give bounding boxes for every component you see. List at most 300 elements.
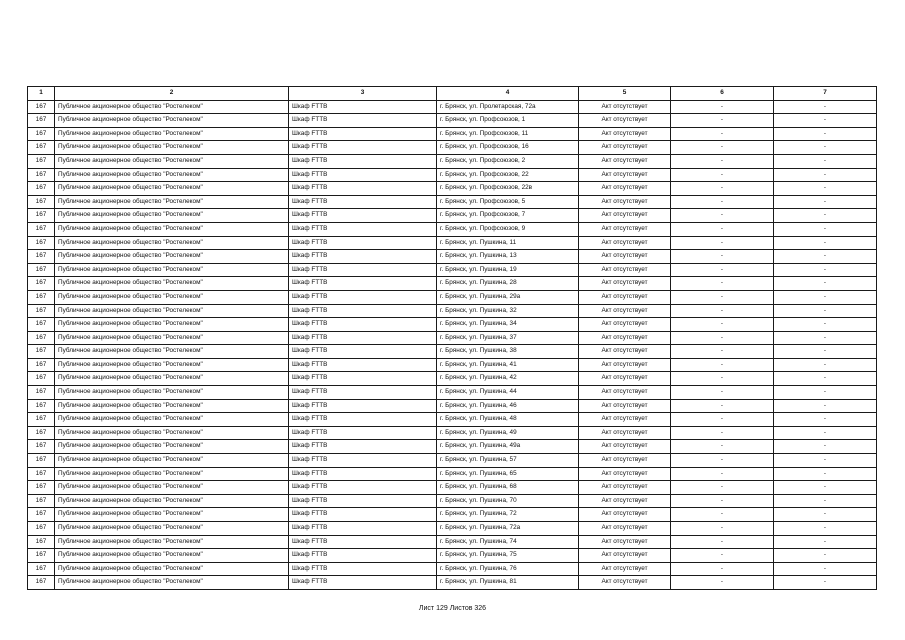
cell-act: Акт отсутствует <box>579 141 671 155</box>
cell-object: Шкаф FTTB <box>289 168 437 182</box>
table-row <box>28 127 877 141</box>
cell-object: Шкаф FTTB <box>289 576 437 590</box>
cell-act: Акт отсутствует <box>579 372 671 386</box>
cell-object: Шкаф FTTB <box>289 100 437 114</box>
cell-address: г. Брянск, ул. Пушкина, 48 <box>437 413 579 427</box>
table-row <box>28 182 877 196</box>
column-header-2: 2 <box>55 87 289 101</box>
cell-object: Шкаф FTTB <box>289 222 437 236</box>
cell-col6: - <box>671 440 774 454</box>
cell-number: 167 <box>28 386 55 400</box>
cell-address: г. Брянск, ул. Пушкина, 32 <box>437 304 579 318</box>
cell-object: Шкаф FTTB <box>289 318 437 332</box>
cell-object: Шкаф FTTB <box>289 304 437 318</box>
cell-col7: - <box>774 236 877 250</box>
cell-number: 167 <box>28 290 55 304</box>
cell-col7: - <box>774 372 877 386</box>
cell-col7: - <box>774 454 877 468</box>
table-row <box>28 562 877 576</box>
cell-organization: Публичное акционерное общество "Ростелеком" <box>55 372 289 386</box>
table-row <box>28 576 877 590</box>
table-row <box>28 494 877 508</box>
cell-organization: Публичное акционерное общество "Ростелеком" <box>55 345 289 359</box>
cell-number: 167 <box>28 195 55 209</box>
cell-col7: - <box>774 386 877 400</box>
cell-object: Шкаф FTTB <box>289 263 437 277</box>
cell-address: г. Брянск, ул. Пушкина, 72 <box>437 508 579 522</box>
table-row <box>28 236 877 250</box>
cell-number: 167 <box>28 535 55 549</box>
cell-col6: - <box>671 318 774 332</box>
cell-number: 167 <box>28 345 55 359</box>
cell-col6: - <box>671 399 774 413</box>
cell-act: Акт отсутствует <box>579 195 671 209</box>
cell-col7: - <box>774 440 877 454</box>
cell-address: г. Брянск, ул. Профсоюзов, 7 <box>437 209 579 223</box>
cell-object: Шкаф FTTB <box>289 182 437 196</box>
cell-organization: Публичное акционерное общество "Ростелеком" <box>55 386 289 400</box>
cell-col7: - <box>774 549 877 563</box>
cell-organization: Публичное акционерное общество "Ростелеком" <box>55 250 289 264</box>
cell-address: г. Брянск, ул. Пушкина, 37 <box>437 331 579 345</box>
cell-col7: - <box>774 195 877 209</box>
cell-address: г. Брянск, ул. Пушкина, 44 <box>437 386 579 400</box>
cell-col6: - <box>671 236 774 250</box>
cell-act: Акт отсутствует <box>579 222 671 236</box>
cell-object: Шкаф FTTB <box>289 535 437 549</box>
cell-number: 167 <box>28 236 55 250</box>
table-row <box>28 508 877 522</box>
cell-organization: Публичное акционерное общество "Ростелеком" <box>55 562 289 576</box>
cell-address: г. Брянск, ул. Пушкина, 68 <box>437 481 579 495</box>
cell-act: Акт отсутствует <box>579 426 671 440</box>
cell-organization: Публичное акционерное общество "Ростелеком" <box>55 209 289 223</box>
cell-object: Шкаф FTTB <box>289 494 437 508</box>
cell-act: Акт отсутствует <box>579 576 671 590</box>
cell-address: г. Брянск, ул. Пушкина, 72а <box>437 522 579 536</box>
cell-organization: Публичное акционерное общество "Ростелеком" <box>55 195 289 209</box>
cell-col7: - <box>774 290 877 304</box>
cell-act: Акт отсутствует <box>579 154 671 168</box>
cell-col6: - <box>671 454 774 468</box>
table-row <box>28 467 877 481</box>
cell-address: г. Брянск, ул. Пушкина, 76 <box>437 562 579 576</box>
cell-object: Шкаф FTTB <box>289 154 437 168</box>
cell-address: г. Брянск, ул. Пушкина, 49а <box>437 440 579 454</box>
cell-col7: - <box>774 467 877 481</box>
cell-organization: Публичное акционерное общество "Ростелеком" <box>55 549 289 563</box>
cell-col7: - <box>774 141 877 155</box>
cell-organization: Публичное акционерное общество "Ростелеком" <box>55 127 289 141</box>
cell-address: г. Брянск, ул. Профсоюзов, 22 <box>437 168 579 182</box>
column-header-1: 1 <box>28 87 55 101</box>
table-row <box>28 290 877 304</box>
column-header-4: 4 <box>437 87 579 101</box>
cell-organization: Публичное акционерное общество "Ростелеком" <box>55 399 289 413</box>
cell-object: Шкаф FTTB <box>289 277 437 291</box>
cell-number: 167 <box>28 399 55 413</box>
cell-address: г. Брянск, ул. Профсоюзов, 5 <box>437 195 579 209</box>
header-row <box>28 87 877 101</box>
cell-col6: - <box>671 372 774 386</box>
cell-address: г. Брянск, ул. Пушкина, 70 <box>437 494 579 508</box>
cell-col6: - <box>671 467 774 481</box>
cell-col6: - <box>671 386 774 400</box>
cell-object: Шкаф FTTB <box>289 481 437 495</box>
cell-act: Акт отсутствует <box>579 290 671 304</box>
cell-act: Акт отсутствует <box>579 454 671 468</box>
cell-col7: - <box>774 263 877 277</box>
cell-col7: - <box>774 494 877 508</box>
cell-number: 167 <box>28 481 55 495</box>
cell-number: 167 <box>28 141 55 155</box>
cell-number: 167 <box>28 426 55 440</box>
cell-object: Шкаф FTTB <box>289 195 437 209</box>
cell-number: 167 <box>28 250 55 264</box>
cell-object: Шкаф FTTB <box>289 141 437 155</box>
cell-act: Акт отсутствует <box>579 277 671 291</box>
cell-organization: Публичное акционерное общество "Ростелеком" <box>55 535 289 549</box>
cell-col7: - <box>774 345 877 359</box>
cell-address: г. Брянск, ул. Пушкина, 28 <box>437 277 579 291</box>
cell-number: 167 <box>28 209 55 223</box>
cell-act: Акт отсутствует <box>579 209 671 223</box>
table-header <box>28 87 877 101</box>
cell-number: 167 <box>28 331 55 345</box>
cell-address: г. Брянск, ул. Профсоюзов, 11 <box>437 127 579 141</box>
cell-act: Акт отсутствует <box>579 127 671 141</box>
cell-col7: - <box>774 481 877 495</box>
cell-col7: - <box>774 576 877 590</box>
cell-object: Шкаф FTTB <box>289 454 437 468</box>
cell-number: 167 <box>28 372 55 386</box>
cell-number: 167 <box>28 508 55 522</box>
cell-organization: Публичное акционерное общество "Ростелеком" <box>55 222 289 236</box>
cell-col6: - <box>671 481 774 495</box>
cell-act: Акт отсутствует <box>579 562 671 576</box>
cell-address: г. Брянск, ул. Пушкина, 75 <box>437 549 579 563</box>
table-row <box>28 154 877 168</box>
column-header-7: 7 <box>774 87 877 101</box>
cell-object: Шкаф FTTB <box>289 127 437 141</box>
cell-act: Акт отсутствует <box>579 522 671 536</box>
cell-organization: Публичное акционерное общество "Ростелеком" <box>55 358 289 372</box>
cell-number: 167 <box>28 413 55 427</box>
table-row <box>28 209 877 223</box>
cell-col6: - <box>671 182 774 196</box>
cell-object: Шкаф FTTB <box>289 209 437 223</box>
cell-organization: Публичное акционерное общество "Ростелеком" <box>55 141 289 155</box>
cell-col7: - <box>774 100 877 114</box>
cell-col7: - <box>774 114 877 128</box>
cell-number: 167 <box>28 304 55 318</box>
cell-address: г. Брянск, ул. Пушкина, 49 <box>437 426 579 440</box>
cell-act: Акт отсутствует <box>579 399 671 413</box>
cell-address: г. Брянск, ул. Профсоюзов, 22в <box>437 182 579 196</box>
cell-object: Шкаф FTTB <box>289 372 437 386</box>
cell-number: 167 <box>28 114 55 128</box>
table-row <box>28 304 877 318</box>
table-row <box>28 399 877 413</box>
cell-act: Акт отсутствует <box>579 413 671 427</box>
table-row <box>28 277 877 291</box>
cell-object: Шкаф FTTB <box>289 386 437 400</box>
table-row <box>28 331 877 345</box>
cell-col7: - <box>774 522 877 536</box>
cell-col6: - <box>671 250 774 264</box>
cell-address: г. Брянск, ул. Пушкина, 65 <box>437 467 579 481</box>
cell-col6: - <box>671 209 774 223</box>
cell-address: г. Брянск, ул. Пушкина, 13 <box>437 250 579 264</box>
cell-organization: Публичное акционерное общество "Ростелеком" <box>55 440 289 454</box>
cell-organization: Публичное акционерное общество "Ростелеком" <box>55 277 289 291</box>
cell-col6: - <box>671 358 774 372</box>
cell-act: Акт отсутствует <box>579 358 671 372</box>
cell-col7: - <box>774 331 877 345</box>
cell-col6: - <box>671 576 774 590</box>
cell-col7: - <box>774 562 877 576</box>
cell-address: г. Брянск, ул. Пушкина, 34 <box>437 318 579 332</box>
cell-col6: - <box>671 562 774 576</box>
cell-object: Шкаф FTTB <box>289 508 437 522</box>
cell-act: Акт отсутствует <box>579 250 671 264</box>
cell-organization: Публичное акционерное общество "Ростелеком" <box>55 263 289 277</box>
cell-address: г. Брянск, ул. Профсоюзов, 16 <box>437 141 579 155</box>
table-row <box>28 358 877 372</box>
cell-organization: Публичное акционерное общество "Ростелеком" <box>55 182 289 196</box>
cell-organization: Публичное акционерное общество "Ростелеком" <box>55 454 289 468</box>
cell-act: Акт отсутствует <box>579 263 671 277</box>
cell-address: г. Брянск, ул. Пролетарская, 72а <box>437 100 579 114</box>
table-row <box>28 440 877 454</box>
cell-col6: - <box>671 535 774 549</box>
cell-address: г. Брянск, ул. Профсоюзов, 1 <box>437 114 579 128</box>
cell-col6: - <box>671 263 774 277</box>
cell-object: Шкаф FTTB <box>289 562 437 576</box>
data-table <box>27 86 877 590</box>
cell-col6: - <box>671 508 774 522</box>
cell-col6: - <box>671 154 774 168</box>
cell-col6: - <box>671 549 774 563</box>
cell-organization: Публичное акционерное общество "Ростелеком" <box>55 290 289 304</box>
cell-col7: - <box>774 304 877 318</box>
cell-object: Шкаф FTTB <box>289 399 437 413</box>
cell-number: 167 <box>28 168 55 182</box>
cell-number: 167 <box>28 549 55 563</box>
cell-address: г. Брянск, ул. Пушкина, 19 <box>437 263 579 277</box>
table-row <box>28 250 877 264</box>
cell-object: Шкаф FTTB <box>289 467 437 481</box>
cell-col6: - <box>671 141 774 155</box>
table-row <box>28 522 877 536</box>
cell-col6: - <box>671 277 774 291</box>
cell-number: 167 <box>28 440 55 454</box>
cell-number: 167 <box>28 277 55 291</box>
cell-object: Шкаф FTTB <box>289 358 437 372</box>
cell-col7: - <box>774 209 877 223</box>
cell-organization: Публичное акционерное общество "Ростелеком" <box>55 331 289 345</box>
cell-address: г. Брянск, ул. Пушкина, 29а <box>437 290 579 304</box>
cell-col7: - <box>774 182 877 196</box>
cell-number: 167 <box>28 154 55 168</box>
cell-act: Акт отсутствует <box>579 236 671 250</box>
cell-col7: - <box>774 535 877 549</box>
cell-address: г. Брянск, ул. Пушкина, 11 <box>437 236 579 250</box>
table-body <box>28 100 877 589</box>
table-row <box>28 535 877 549</box>
cell-number: 167 <box>28 494 55 508</box>
cell-address: г. Брянск, ул. Пушкина, 42 <box>437 372 579 386</box>
cell-col6: - <box>671 127 774 141</box>
cell-col7: - <box>774 222 877 236</box>
cell-object: Шкаф FTTB <box>289 440 437 454</box>
cell-col7: - <box>774 154 877 168</box>
cell-number: 167 <box>28 222 55 236</box>
cell-organization: Публичное акционерное общество "Ростелеком" <box>55 304 289 318</box>
cell-object: Шкаф FTTB <box>289 413 437 427</box>
cell-col6: - <box>671 304 774 318</box>
table-row <box>28 454 877 468</box>
column-header-5: 5 <box>579 87 671 101</box>
cell-organization: Публичное акционерное общество "Ростелеком" <box>55 426 289 440</box>
cell-organization: Публичное акционерное общество "Ростелеком" <box>55 508 289 522</box>
cell-organization: Публичное акционерное общество "Ростелеком" <box>55 494 289 508</box>
cell-organization: Публичное акционерное общество "Ростелеком" <box>55 318 289 332</box>
cell-col7: - <box>774 277 877 291</box>
table-row <box>28 222 877 236</box>
cell-col6: - <box>671 522 774 536</box>
cell-number: 167 <box>28 263 55 277</box>
cell-act: Акт отсутствует <box>579 331 671 345</box>
cell-number: 167 <box>28 100 55 114</box>
table-row <box>28 141 877 155</box>
cell-address: г. Брянск, ул. Пушкина, 38 <box>437 345 579 359</box>
cell-object: Шкаф FTTB <box>289 250 437 264</box>
table-row <box>28 114 877 128</box>
cell-act: Акт отсутствует <box>579 494 671 508</box>
table-row <box>28 413 877 427</box>
table-row <box>28 426 877 440</box>
cell-number: 167 <box>28 182 55 196</box>
cell-col6: - <box>671 331 774 345</box>
cell-object: Шкаф FTTB <box>289 426 437 440</box>
cell-organization: Публичное акционерное общество "Ростелеком" <box>55 481 289 495</box>
cell-address: г. Брянск, ул. Пушкина, 46 <box>437 399 579 413</box>
cell-act: Акт отсутствует <box>579 508 671 522</box>
cell-object: Шкаф FTTB <box>289 345 437 359</box>
cell-organization: Публичное акционерное общество "Ростелеком" <box>55 413 289 427</box>
cell-organization: Публичное акционерное общество "Ростелеком" <box>55 114 289 128</box>
cell-col7: - <box>774 318 877 332</box>
cell-col7: - <box>774 127 877 141</box>
cell-act: Акт отсутствует <box>579 481 671 495</box>
cell-col7: - <box>774 426 877 440</box>
cell-act: Акт отсутствует <box>579 345 671 359</box>
cell-object: Шкаф FTTB <box>289 236 437 250</box>
cell-number: 167 <box>28 562 55 576</box>
cell-organization: Публичное акционерное общество "Ростелеком" <box>55 236 289 250</box>
table-row <box>28 481 877 495</box>
cell-number: 167 <box>28 576 55 590</box>
cell-act: Акт отсутствует <box>579 100 671 114</box>
cell-organization: Публичное акционерное общество "Ростелеком" <box>55 576 289 590</box>
cell-number: 167 <box>28 454 55 468</box>
cell-address: г. Брянск, ул. Пушкина, 81 <box>437 576 579 590</box>
cell-organization: Публичное акционерное общество "Ростелеком" <box>55 467 289 481</box>
table-row <box>28 195 877 209</box>
cell-col7: - <box>774 358 877 372</box>
cell-col7: - <box>774 250 877 264</box>
cell-col7: - <box>774 413 877 427</box>
cell-object: Шкаф FTTB <box>289 549 437 563</box>
cell-act: Акт отсутствует <box>579 304 671 318</box>
cell-act: Акт отсутствует <box>579 535 671 549</box>
table-row <box>28 372 877 386</box>
cell-object: Шкаф FTTB <box>289 522 437 536</box>
cell-act: Акт отсутствует <box>579 549 671 563</box>
table-row <box>28 318 877 332</box>
cell-col6: - <box>671 345 774 359</box>
table-row <box>28 386 877 400</box>
cell-act: Акт отсутствует <box>579 318 671 332</box>
cell-col6: - <box>671 494 774 508</box>
cell-col6: - <box>671 195 774 209</box>
page-footer: Лист 129 Листов 326 <box>418 605 487 612</box>
cell-act: Акт отсутствует <box>579 440 671 454</box>
cell-col6: - <box>671 290 774 304</box>
cell-col6: - <box>671 114 774 128</box>
cell-address: г. Брянск, ул. Пушкина, 57 <box>437 454 579 468</box>
cell-address: г. Брянск, ул. Пушкина, 74 <box>437 535 579 549</box>
column-header-3: 3 <box>289 87 437 101</box>
cell-col6: - <box>671 100 774 114</box>
cell-col7: - <box>774 399 877 413</box>
cell-number: 167 <box>28 127 55 141</box>
cell-act: Акт отсутствует <box>579 182 671 196</box>
cell-organization: Публичное акционерное общество "Ростелеком" <box>55 168 289 182</box>
cell-col7: - <box>774 508 877 522</box>
cell-object: Шкаф FTTB <box>289 290 437 304</box>
cell-number: 167 <box>28 318 55 332</box>
cell-organization: Публичное акционерное общество "Ростелеком" <box>55 100 289 114</box>
table-row <box>28 263 877 277</box>
cell-col6: - <box>671 168 774 182</box>
cell-col6: - <box>671 222 774 236</box>
cell-object: Шкаф FTTB <box>289 114 437 128</box>
cell-col6: - <box>671 413 774 427</box>
cell-object: Шкаф FTTB <box>289 331 437 345</box>
table-row <box>28 168 877 182</box>
cell-number: 167 <box>28 467 55 481</box>
cell-act: Акт отсутствует <box>579 168 671 182</box>
cell-address: г. Брянск, ул. Профсоюзов, 2 <box>437 154 579 168</box>
cell-organization: Публичное акционерное общество "Ростелеком" <box>55 154 289 168</box>
cell-organization: Публичное акционерное общество "Ростелеком" <box>55 522 289 536</box>
table-row <box>28 100 877 114</box>
cell-number: 167 <box>28 522 55 536</box>
cell-number: 167 <box>28 358 55 372</box>
table-row <box>28 549 877 563</box>
cell-act: Акт отсутствует <box>579 467 671 481</box>
column-header-6: 6 <box>671 87 774 101</box>
cell-address: г. Брянск, ул. Пушкина, 41 <box>437 358 579 372</box>
cell-address: г. Брянск, ул. Профсоюзов, 9 <box>437 222 579 236</box>
cell-col6: - <box>671 426 774 440</box>
cell-col7: - <box>774 168 877 182</box>
table-row <box>28 345 877 359</box>
cell-act: Акт отсутствует <box>579 386 671 400</box>
cell-act: Акт отсутствует <box>579 114 671 128</box>
